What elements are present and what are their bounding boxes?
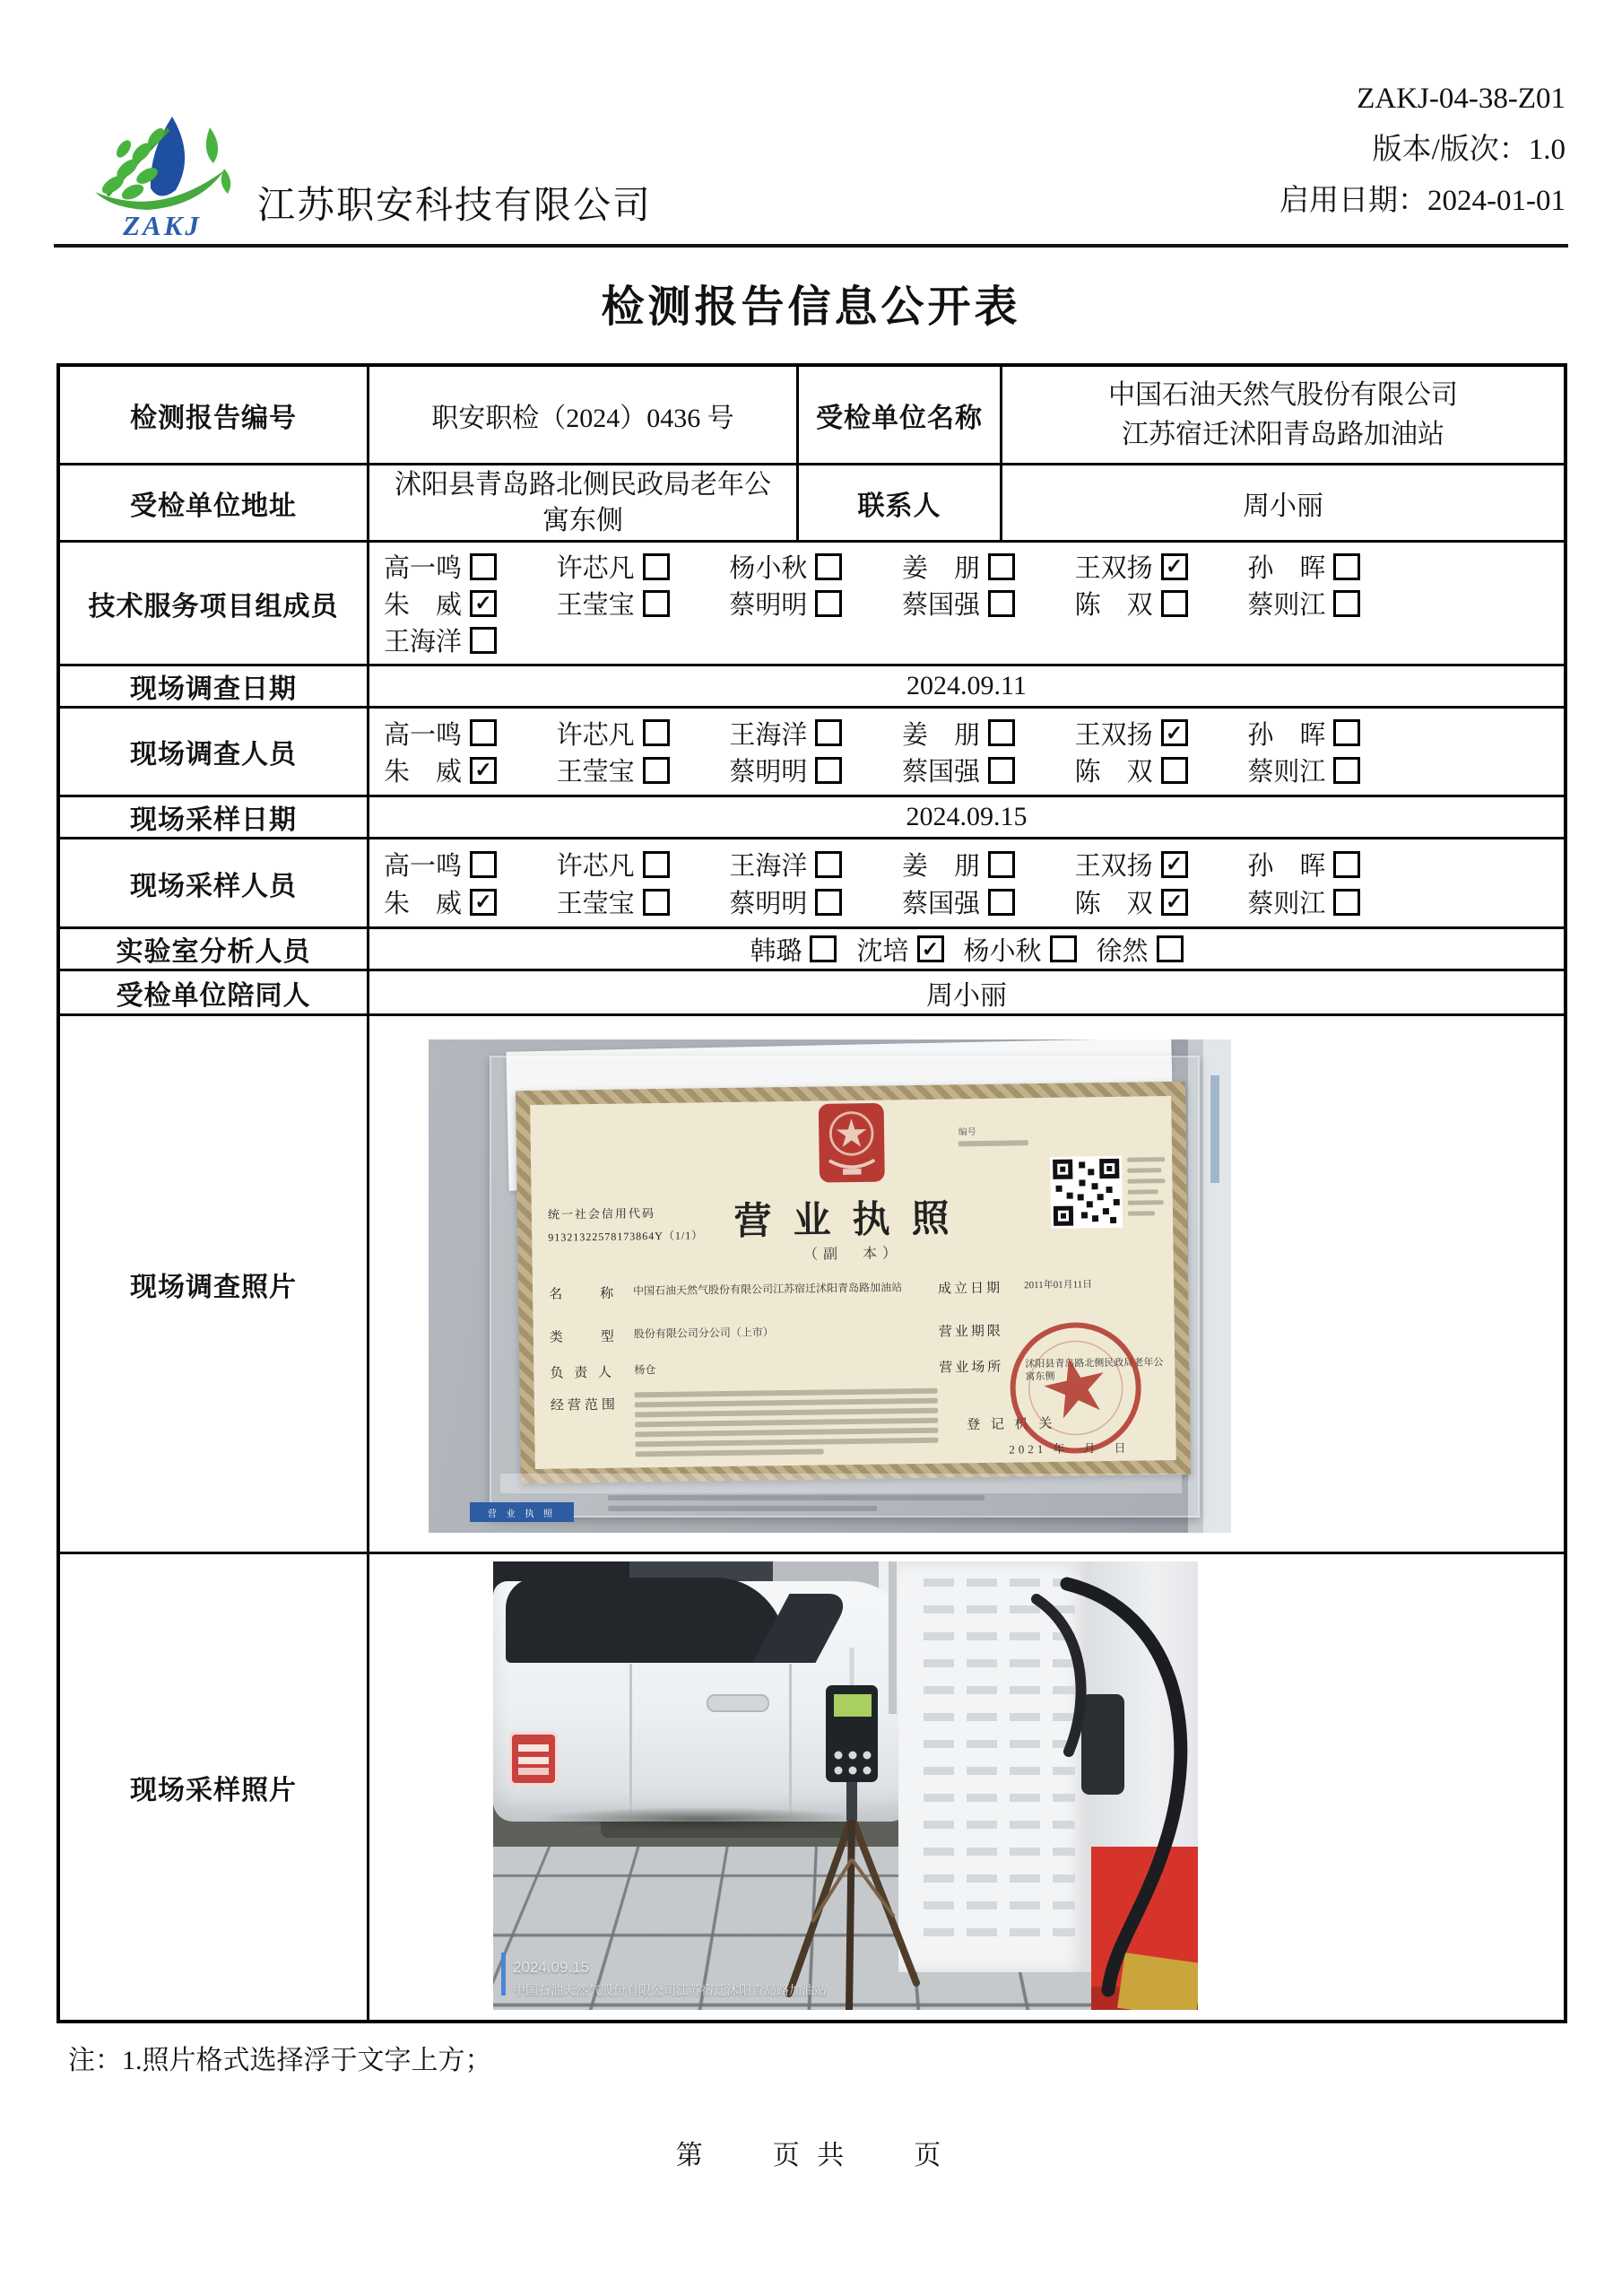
member-item <box>557 548 730 585</box>
member-checkbox[interactable] <box>1333 590 1360 617</box>
hose-and-tripod-overlay <box>493 1561 1198 2010</box>
member-item <box>384 846 557 883</box>
member-item <box>729 846 902 883</box>
page-number-footer: 第 页 共 页 <box>675 2141 947 2170</box>
license-body <box>530 1096 1176 1469</box>
member-name: 王海洋 <box>729 852 808 881</box>
license-serial <box>958 1123 1028 1146</box>
lab-staff-label: 实验室分析人员 <box>60 929 369 969</box>
member-checkbox[interactable]: ✓ <box>470 590 497 617</box>
member-name: 王莹宝 <box>556 591 635 620</box>
member-item <box>902 715 1075 752</box>
member-name: 姜 朋 <box>902 852 981 881</box>
survey-date-value: 2024.09.11 <box>906 671 1027 700</box>
member-item <box>1247 883 1420 920</box>
survey-staff-cell <box>369 709 1564 795</box>
member-checkbox[interactable] <box>988 757 1015 784</box>
sampling-date-value: 2024.09.15 <box>906 802 1028 831</box>
qr-side-text-blur <box>1127 1157 1166 1222</box>
unit-name-label: 受检单位名称 <box>799 367 1002 463</box>
photo-watermark <box>513 1959 827 1999</box>
contact-value: 周小丽 <box>1243 491 1323 521</box>
member-item <box>1075 585 1248 622</box>
member-name: 蔡国强 <box>902 591 981 620</box>
sleeve-edge <box>500 1474 1182 1493</box>
member-checkbox[interactable] <box>470 627 497 654</box>
member-checkbox[interactable] <box>988 719 1015 746</box>
member-checkbox[interactable] <box>815 553 842 580</box>
member-checkbox[interactable]: ✓ <box>1161 719 1188 746</box>
table-row <box>60 797 1564 839</box>
sampling-staff-label: 现场采样人员 <box>60 839 369 926</box>
sampling-staff-members <box>369 839 1564 926</box>
member-item <box>902 752 1075 788</box>
member-item <box>729 752 902 788</box>
member-checkbox[interactable] <box>1333 553 1360 580</box>
sampling-staff-cell <box>369 839 1564 926</box>
contact-label: 联系人 <box>799 465 1002 540</box>
scope-label: 经营范围 <box>550 1397 620 1413</box>
unit-name-line2: 江苏宿迁沭阳青岛路加油站 <box>1122 419 1444 449</box>
survey-photo <box>429 1039 1231 1533</box>
table-row <box>60 709 1564 797</box>
footnote: 注：1.照片格式选择浮于文字上方； <box>68 2046 492 2075</box>
member-checkbox[interactable]: ✓ <box>1161 553 1188 580</box>
info-table <box>56 363 1567 2023</box>
member-item <box>729 548 902 585</box>
scope-text-blur <box>635 1388 939 1462</box>
member-checkbox[interactable]: ✓ <box>470 889 497 916</box>
table-row <box>60 839 1564 929</box>
member-item <box>1097 931 1184 968</box>
member-item <box>384 622 557 658</box>
watermark-text: 中国石油天然气股份有限公司江苏宿迁沭阳青岛路加油站 <box>513 1983 827 1997</box>
member-item <box>902 883 1075 920</box>
sampling-date-label: 现场采样日期 <box>60 797 369 837</box>
leaf-logo-icon <box>82 109 242 215</box>
serial-number-blur <box>958 1140 1028 1146</box>
member-item <box>964 931 1077 968</box>
member-checkbox[interactable]: ✓ <box>470 757 497 784</box>
table-row <box>60 465 1564 543</box>
member-name: 王双扬 <box>1074 852 1153 881</box>
member-checkbox[interactable] <box>1050 935 1077 962</box>
member-checkbox[interactable] <box>815 757 842 784</box>
member-name: 许芯凡 <box>556 852 635 881</box>
member-item <box>729 715 902 752</box>
member-name: 杨小秋 <box>729 554 808 583</box>
member-item <box>856 931 943 968</box>
member-name: 王莹宝 <box>556 890 635 918</box>
member-checkbox[interactable] <box>1157 935 1184 962</box>
member-name: 蔡国强 <box>902 890 981 918</box>
member-name: 陈 双 <box>1074 591 1153 620</box>
business-license <box>516 1082 1191 1483</box>
company-name: 江苏职安科技有限公司 <box>257 186 653 227</box>
member-item <box>1247 846 1420 883</box>
place-value: 沭阳县青岛路北侧民政局老年公寓东侧 <box>1025 1357 1164 1383</box>
member-item <box>1247 548 1420 585</box>
start-date-line: 启用日期：2024-01-01 <box>1279 185 1566 217</box>
member-checkbox[interactable] <box>1333 851 1360 878</box>
survey-photo-cell <box>369 1016 1564 1552</box>
type-label: 类 型 <box>549 1329 618 1345</box>
lab-staff-cell <box>369 929 1564 969</box>
member-name: 蔡则江 <box>1247 591 1326 620</box>
table-row <box>60 543 1564 666</box>
tripod-leg <box>852 1817 916 1983</box>
member-item <box>384 585 557 622</box>
table-row <box>60 1016 1564 1554</box>
member-name: 王双扬 <box>1074 554 1153 583</box>
member-name: 高一鸣 <box>384 852 463 881</box>
member-checkbox[interactable]: ✓ <box>1161 851 1188 878</box>
member-checkbox[interactable] <box>1333 719 1360 746</box>
place-label: 营业场所 <box>939 1360 1004 1376</box>
member-checkbox[interactable] <box>643 851 670 878</box>
member-item <box>384 715 557 752</box>
member-checkbox[interactable] <box>643 553 670 580</box>
sleeve-small-text-blur <box>608 1495 984 1517</box>
document-code: ZAKJ-04-38-Z01 <box>1357 83 1566 115</box>
member-name: 高一鸣 <box>384 554 463 583</box>
member-checkbox[interactable] <box>815 590 842 617</box>
member-item <box>384 548 557 585</box>
member-checkbox[interactable] <box>643 719 670 746</box>
member-name: 高一鸣 <box>384 720 463 750</box>
team-members <box>369 543 1564 664</box>
member-item <box>1247 752 1420 788</box>
table-row <box>60 971 1564 1016</box>
table-row <box>60 666 1564 709</box>
member-item <box>1075 548 1248 585</box>
member-item <box>729 883 902 920</box>
team-members-cell <box>369 543 1564 664</box>
member-item <box>902 548 1075 585</box>
member-name: 杨小秋 <box>963 936 1042 966</box>
license-blue-tag: 营 业 执 照 <box>470 1502 574 1522</box>
member-name: 王海洋 <box>729 720 808 750</box>
member-name: 朱 威 <box>384 591 463 620</box>
credit-code-value: 91321322578173864Y（1/1） <box>548 1229 704 1244</box>
unit-name-value <box>1002 367 1564 463</box>
tripod-column <box>846 1780 857 1820</box>
member-name: 孙 晖 <box>1247 852 1326 881</box>
name-value: 中国石油天然气股份有限公司江苏宿迁沭阳青岛路加油站 <box>633 1281 903 1298</box>
member-name: 王海洋 <box>384 628 463 657</box>
member-name: 姜 朋 <box>902 554 981 583</box>
national-emblem-icon <box>813 1101 889 1188</box>
fuel-hose2-icon <box>1037 1599 1081 1752</box>
name-label: 名 称 <box>549 1286 618 1302</box>
member-item <box>557 715 730 752</box>
page-title: 检测报告信息公开表 <box>601 283 1021 331</box>
member-checkbox[interactable] <box>988 590 1015 617</box>
serial-label: 编号 <box>958 1127 976 1138</box>
member-item <box>1075 883 1248 920</box>
member-checkbox[interactable]: ✓ <box>1161 889 1188 916</box>
member-item <box>384 883 557 920</box>
survey-staff-members <box>369 709 1564 795</box>
member-item <box>557 752 730 788</box>
survey-date-label: 现场调查日期 <box>60 666 369 706</box>
member-checkbox[interactable] <box>643 757 670 784</box>
table-row <box>60 1554 1564 2020</box>
type-value: 股份有限公司分公司（上市） <box>633 1326 774 1341</box>
document-code-block <box>1279 74 1566 227</box>
unit-name-line1: 中国石油天然气股份有限公司 <box>1108 379 1458 410</box>
member-name: 王双扬 <box>1074 720 1153 750</box>
member-name: 韩璐 <box>750 936 802 966</box>
member-name: 朱 威 <box>384 758 463 787</box>
member-name: 蔡国强 <box>902 758 981 787</box>
member-name: 沈培 <box>856 936 909 966</box>
member-item <box>557 846 730 883</box>
member-item <box>1075 715 1248 752</box>
report-no-label: 检测报告编号 <box>60 367 369 463</box>
term-label: 营业期限 <box>938 1324 1003 1340</box>
fuel-hose-icon <box>1067 1584 1181 1990</box>
table-row <box>60 367 1564 465</box>
company-logo <box>82 109 242 246</box>
member-name: 蔡明明 <box>729 890 808 918</box>
header-divider <box>54 244 1568 248</box>
member-name: 徐然 <box>1096 936 1149 966</box>
member-checkbox[interactable] <box>815 889 842 916</box>
member-item <box>1075 752 1248 788</box>
license-subtitle: （副 本） <box>802 1246 903 1263</box>
member-item <box>557 883 730 920</box>
member-checkbox[interactable] <box>470 851 497 878</box>
report-no-value: 职安职检（2024）0436 号 <box>369 367 799 463</box>
license-date-line: 2021 年 月 日 <box>1009 1440 1130 1457</box>
survey-photo-label: 现场调查照片 <box>60 1016 369 1552</box>
member-checkbox[interactable] <box>988 889 1015 916</box>
tripod-leg <box>849 1817 852 2010</box>
member-checkbox[interactable] <box>1333 757 1360 784</box>
member-name: 蔡则江 <box>1247 890 1326 918</box>
person-label: 负 责 人 <box>550 1365 616 1381</box>
team-label: 技术服务项目组成员 <box>60 543 369 664</box>
member-item <box>902 846 1075 883</box>
member-item <box>1247 585 1420 622</box>
survey-staff-label: 现场调查人员 <box>60 709 369 795</box>
escort-value: 周小丽 <box>926 980 1007 1011</box>
sampling-photo <box>493 1561 1198 2010</box>
member-checkbox[interactable] <box>815 719 842 746</box>
member-item <box>729 585 902 622</box>
member-name: 许芯凡 <box>556 554 635 583</box>
member-checkbox[interactable]: ✓ <box>917 935 944 962</box>
member-checkbox[interactable] <box>988 851 1015 878</box>
member-checkbox[interactable] <box>815 851 842 878</box>
window-frame <box>1203 1039 1231 1533</box>
member-item <box>750 931 837 968</box>
member-name: 王莹宝 <box>556 758 635 787</box>
member-checkbox[interactable] <box>643 590 670 617</box>
member-item <box>1075 846 1248 883</box>
member-name: 孙 晖 <box>1247 554 1326 583</box>
watermark-accent-bar <box>501 1952 506 1996</box>
member-name: 姜 朋 <box>902 720 981 750</box>
member-name: 蔡则江 <box>1247 758 1326 787</box>
version-line: 版本/版次：1.0 <box>1372 134 1566 166</box>
registrar-label: 登 记 机 关 <box>967 1416 1056 1433</box>
member-checkbox[interactable] <box>988 553 1015 580</box>
member-name: 陈 双 <box>1074 890 1153 918</box>
member-item <box>902 585 1075 622</box>
member-item <box>557 585 730 622</box>
member-name: 孙 晖 <box>1247 720 1326 750</box>
member-checkbox[interactable] <box>1161 757 1188 784</box>
logo-text: ZAKJ <box>123 210 202 241</box>
member-checkbox[interactable] <box>470 719 497 746</box>
person-value: 杨仓 <box>634 1363 656 1377</box>
member-name: 蔡明明 <box>729 591 808 620</box>
member-checkbox[interactable] <box>643 889 670 916</box>
member-name: 许芯凡 <box>556 720 635 750</box>
member-item <box>384 752 557 788</box>
member-name: 陈 双 <box>1074 758 1153 787</box>
license-title: 营业执照 <box>733 1196 971 1242</box>
member-name: 蔡明明 <box>729 758 808 787</box>
sampling-photo-cell <box>369 1554 1564 2020</box>
member-checkbox[interactable] <box>470 553 497 580</box>
credit-code-label: 统一社会信用代码 <box>547 1206 656 1222</box>
member-checkbox[interactable] <box>1333 889 1360 916</box>
unit-address-label: 受检单位地址 <box>60 465 369 540</box>
sampling-photo-label: 现场采样照片 <box>60 1554 369 2020</box>
instrument-screen <box>834 1694 872 1717</box>
established-value: 2011年01月11日 <box>1023 1279 1093 1292</box>
escort-label: 受检单位陪同人 <box>60 971 369 1013</box>
watermark-date: 2024.09.15 <box>513 1959 590 1976</box>
member-item <box>1247 715 1420 752</box>
unit-address-value: 沭阳县青岛路北侧民政局老年公寓东侧 <box>369 465 799 540</box>
qr-code-icon <box>1050 1156 1123 1229</box>
established-label: 成立日期 <box>938 1281 1003 1297</box>
member-name: 朱 威 <box>384 890 463 918</box>
lab-staff-members <box>369 929 1564 969</box>
member-checkbox[interactable] <box>810 935 837 962</box>
member-checkbox[interactable] <box>1161 590 1188 617</box>
table-row <box>60 929 1564 971</box>
